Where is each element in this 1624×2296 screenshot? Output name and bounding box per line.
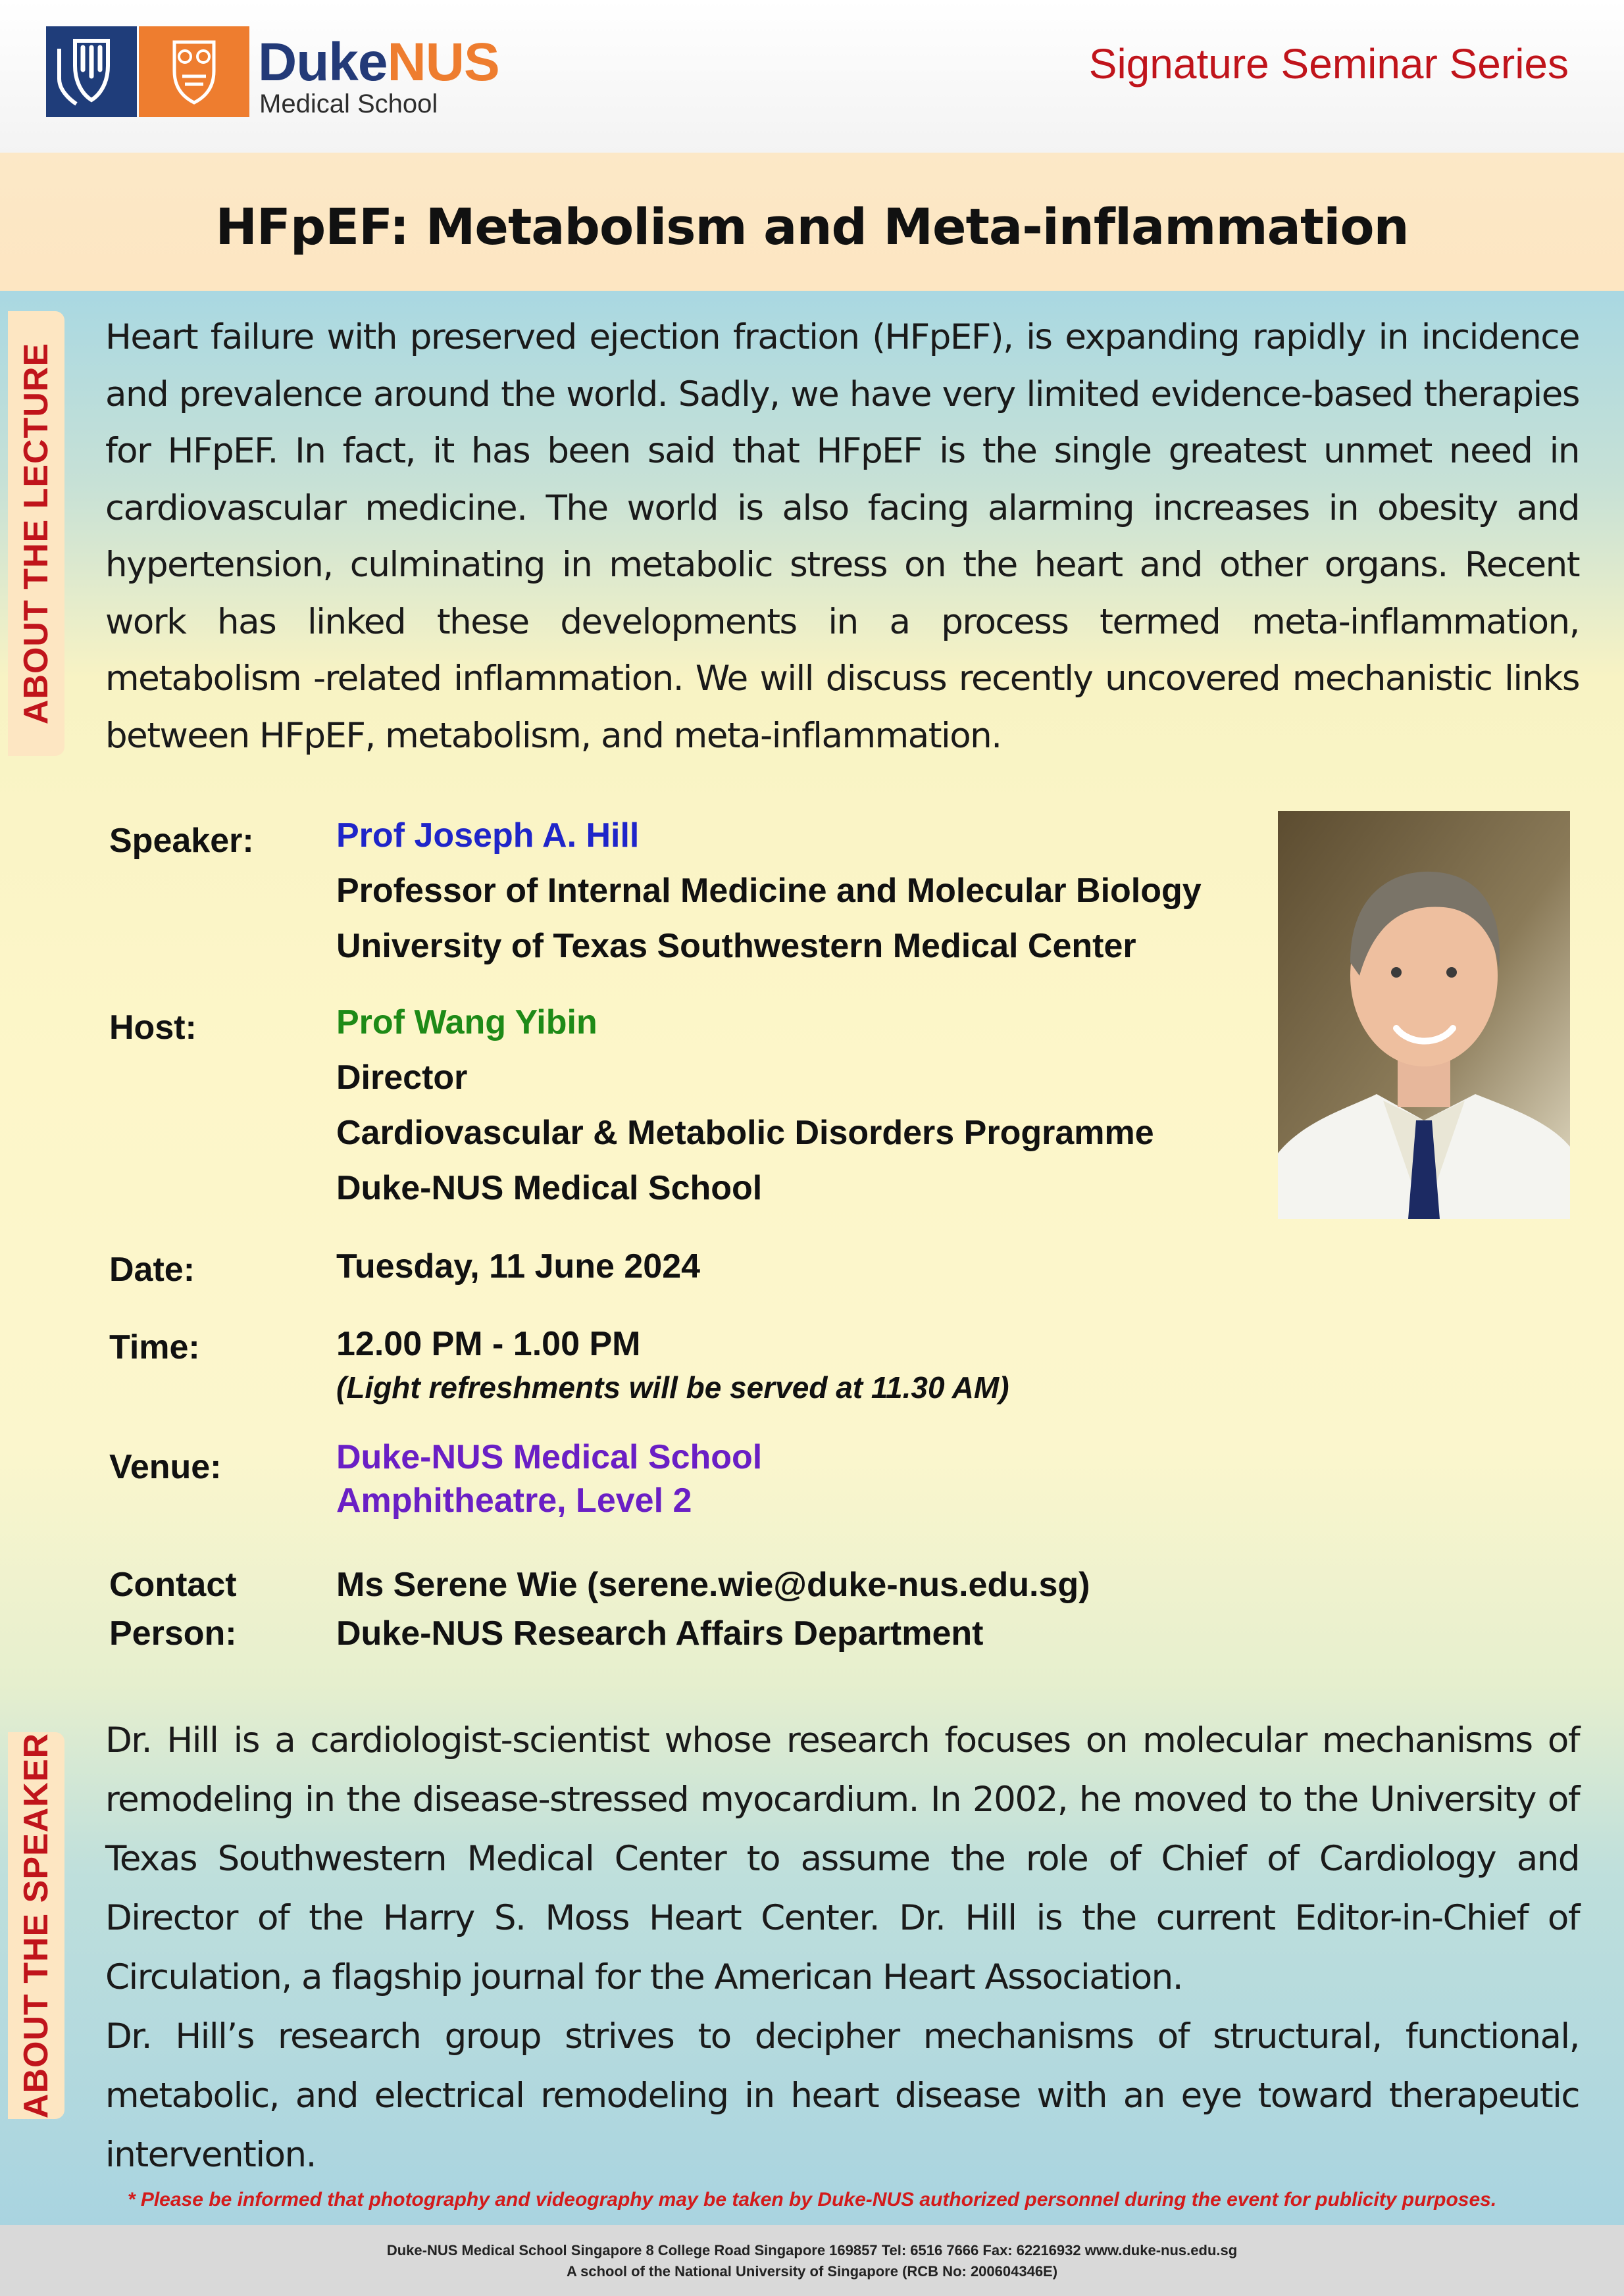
host-programme: Cardiovascular & Metabolic Disorders Programme [336, 1114, 1154, 1152]
about-lecture-label: ABOUT THE LECTURE [17, 342, 55, 725]
series-title: Signature Seminar Series [1088, 40, 1569, 87]
speaker-name: Prof Joseph A. Hill [336, 816, 640, 855]
contact-person: Ms Serene Wie (serene.wie@duke-nus.edu.sg) [336, 1566, 1090, 1604]
speaker-photo [1278, 811, 1570, 1219]
venue-line-2: Amphitheatre, Level 2 [336, 1482, 692, 1520]
contact-department: Duke-NUS Research Affairs Department [336, 1614, 984, 1653]
speaker-info [336, 808, 1271, 974]
contact-info [336, 1559, 1271, 1659]
venue-label: Venue: [109, 1448, 222, 1486]
duke-nus-logo [46, 26, 499, 118]
contact-label [109, 1559, 307, 1659]
venue-line-1: Duke-NUS Medical School [336, 1438, 763, 1476]
duke-shield-icon [46, 26, 137, 117]
about-speaker-tab [8, 1732, 64, 2119]
host-role: Director [336, 1059, 468, 1097]
host-institution: Duke-NUS Medical School [336, 1169, 763, 1207]
speaker-institution: University of Texas Southwestern Medical Center [336, 927, 1136, 965]
lecture-abstract: Heart failure with preserved ejection fraction (HFpEF), is expanding rapidly in incidence and prevalence around the world. Sadly, we have very limited evidence-based therapies for HFpEF. In fact, it has been said that HFpEF is the single greatest unmet need in cardiovascular medicine. The world is also facing alarming increases in obesity and hypertension, culminating in metabolic stress on the heart and other organs. Recent work has linked these developments in a process termed meta-inflammation, metabolism -related inflammation. We will discuss recently uncovered mechanistic links between HFpEF, metabolism, and meta-inflammation. [105, 317, 1579, 756]
header [0, 0, 1624, 153]
host-label: Host: [109, 1009, 197, 1047]
time-value: 12.00 PM - 1.00 PM [336, 1325, 641, 1363]
venue-info [336, 1435, 1271, 1522]
logo-wordmark [258, 32, 499, 92]
time-info [336, 1322, 1271, 1409]
contact-label-line-2: Person: [109, 1614, 237, 1653]
title-band [0, 153, 1624, 291]
photography-notice: * Please be informed that photography and videography may be taken by Duke-NUS authorized personnel during the event for publicity purposes. [127, 2189, 1497, 2210]
host-name: Prof Wang Yibin [336, 1003, 597, 1041]
nus-crest-icon [139, 26, 249, 117]
speaker-bio-paragraph-2: Dr. Hill’s research group strives to decipher mechanisms of structural, functional, metabolic, and electrical remodeling in heart disease with an eye toward therapeutic intervention. [105, 2016, 1579, 2175]
footer [0, 2225, 1624, 2296]
footer-affiliation: A school of the National University of Singapore (RCB No: 200604346E) [566, 2263, 1058, 2280]
host-info [336, 995, 1271, 1216]
logo-subtitle: Medical School [259, 89, 438, 118]
about-speaker-label: ABOUT THE SPEAKER [17, 1732, 55, 2119]
logo-word-duke: Duke [258, 32, 388, 92]
time-note: (Light refreshments will be served at 11.30 AM) [336, 1370, 1009, 1405]
date-info [336, 1245, 1271, 1288]
date-label: Date: [109, 1251, 195, 1289]
footer-address: Duke-NUS Medical School Singapore 8 College Road Singapore 169857 Tel: 6516 7666 Fax: 62216932 www.duke-nus.edu.sg [386, 2242, 1238, 2259]
speaker-bio-paragraph-1: Dr. Hill is a cardiologist-scientist whose research focuses on molecular mechanisms of remodeling in the disease-stressed myocardium. In 2002, he moved to the University of Texas Southwestern Medical Center to assume the role of Chief of Cardiology and Director of the Harry S. Moss Heart Center. Dr. Hill is the current Editor-in-Chief of Circulation, a flagship journal for the American Heart Association. [105, 1720, 1579, 1997]
speaker-bio [105, 1711, 1579, 2185]
date-value: Tuesday, 11 June 2024 [336, 1247, 701, 1285]
logo-word-nus: NUS [387, 32, 499, 92]
contact-label-line-1: Contact [109, 1566, 237, 1604]
about-lecture-tab [8, 311, 64, 756]
speaker-label: Speaker: [109, 822, 254, 860]
seminar-title: HFpEF: Metabolism and Meta-inflammation [215, 197, 1409, 256]
speaker-title: Professor of Internal Medicine and Molecular Biology [336, 872, 1202, 910]
time-label: Time: [109, 1328, 200, 1366]
